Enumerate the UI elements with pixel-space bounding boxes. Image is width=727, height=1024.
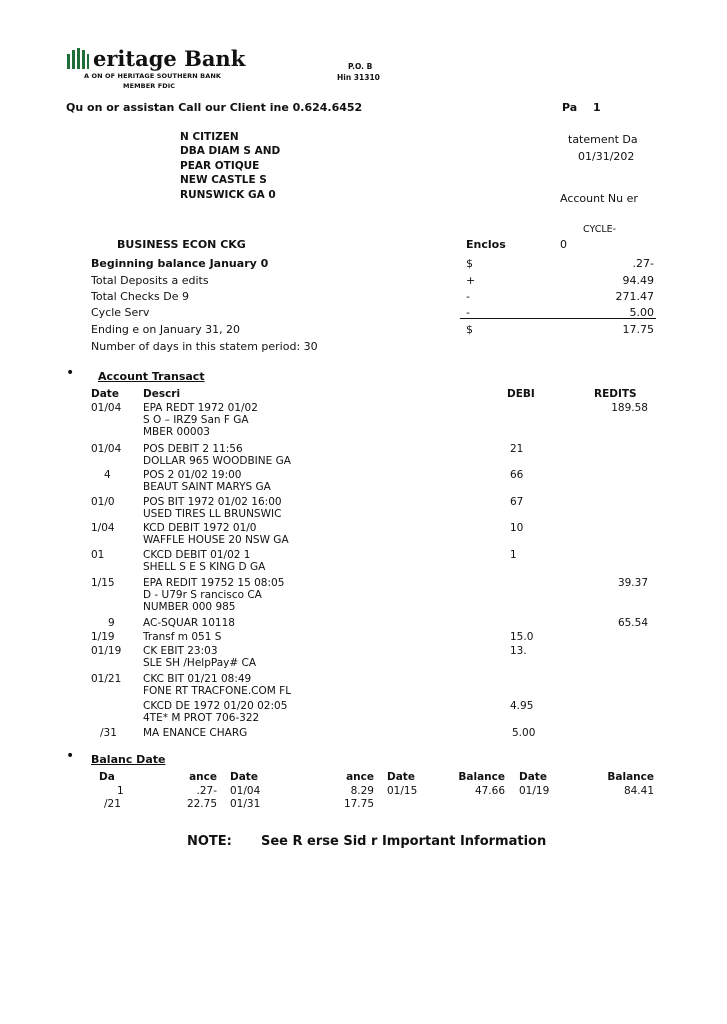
balance-by-date-title: Balanc Date [91,753,166,766]
section-bullet: • [66,748,75,764]
txn-desc-line: MBER 00003 [143,426,210,438]
txn-debit: 5.00 [512,727,536,739]
txn-debit: 13. [510,645,527,657]
txn-desc-line: POS 2 01/02 19:00 [143,469,242,481]
summary-amount: 271.47 [615,290,654,303]
summary-amount: 5.00 [629,306,654,319]
page-label: Pa [562,101,578,114]
txn-date: 4 [104,469,111,481]
col-description: Descri [143,388,181,400]
page-number: 1 [593,101,601,114]
txn-date: 1/19 [91,631,115,643]
bal-amount: 22.75 [186,798,217,810]
txn-debit: 1 [510,549,517,561]
txn-desc-line: CKC BIT 01/21 08:49 [143,673,252,685]
bal-date: 01/19 [519,785,550,797]
customer-name: N CITIZEN [180,131,239,143]
summary-sign: - [466,306,470,319]
txn-desc-line: POS BIT 1972 01/02 16:00 [143,496,282,508]
txn-debit: 15.0 [510,631,534,643]
txn-debit: 4.95 [510,700,534,712]
summary-label: Total Checks De 9 [91,290,189,303]
customer-street: NEW CASTLE S [180,174,267,186]
customer-business: PEAR OTIQUE [180,160,260,172]
bal-col-balance: ance [189,771,217,783]
summary-amount: 17.75 [622,323,654,336]
customer-dba: DBA DIAM S AND [180,145,281,157]
txn-credit: 189.58 [611,402,648,414]
txn-date: 01/04 [91,443,122,455]
note-label: NOTE: [187,834,232,849]
bank-name: eritage Bank [93,46,246,71]
txn-desc-line: AC-SQUAR 10118 [143,617,235,629]
txn-desc-line: USED TIRES LL BRUNSWIC [143,508,282,520]
txn-debit: 66 [510,469,524,481]
txn-desc-line: WAFFLE HOUSE 20 NSW GA [143,534,289,546]
bal-amount: 8.29 [350,785,374,797]
note-text: See R erse Sid r Important Information [261,834,547,849]
bal-date: 1 [117,785,124,797]
statement-date-label: tatement Da [568,133,638,146]
summary-divider [460,318,656,319]
txn-date: 01/0 [91,496,115,508]
account-number-label: Account Nu er [560,192,638,205]
summary-label: Number of days in this statem period: 30 [91,340,318,353]
section-bullet: • [66,365,75,381]
txn-date: 01 [91,549,105,561]
questions-line: Qu on or assistan Call our Client ine 0.624.6452 [66,101,363,114]
txn-desc-line: EPA REDIT 19752 15 08:05 [143,577,285,589]
txn-debit: 10 [510,522,524,534]
txn-desc-line: 4TE* M PROT 706-322 [143,712,260,724]
cycle-label: CYCLE- [583,224,617,235]
txn-desc-line: BEAUT SAINT MARYS GA [143,481,271,493]
statement-date: 01/31/202 [578,150,635,163]
txn-debit: 67 [510,496,524,508]
txn-date: 01/21 [91,673,122,685]
transactions-title: Account Transact [98,370,205,383]
txn-desc-line: S O – IRZ9 San F GA [143,414,249,426]
customer-city: RUNSWICK GA 0 [180,189,276,201]
col-credits: REDITS [594,388,637,400]
bal-col-date: Da [99,771,115,783]
member-fdic: MEMBER FDIC [123,82,176,90]
bal-date: /21 [104,798,121,810]
txn-desc-line: SHELL S E S KING D GA [143,561,266,573]
txn-date: 1/15 [91,577,115,589]
enclosures-count: 0 [560,238,567,251]
bal-col-balance: ance [346,771,374,783]
summary-label: Cycle Serv [91,306,150,319]
bank-subtitle: A ON OF HERITAGE SOUTHERN BANK [84,72,222,80]
txn-date: 1/04 [91,522,115,534]
summary-sign: $ [466,323,473,336]
summary-label: Beginning balance January 0 [91,257,269,270]
bal-date: 01/31 [230,798,261,810]
summary-sign: - [466,290,470,303]
bal-col-date: Date [387,771,415,783]
txn-credit: 65.54 [617,617,648,629]
txn-desc-line: KCD DEBIT 1972 01/0 [143,522,257,534]
bal-col-date: Date [519,771,547,783]
col-date: Date [91,388,119,400]
bal-amount: 47.66 [474,785,505,797]
summary-amount: .27- [632,257,654,270]
txn-desc-line: POS DEBIT 2 11:56 [143,443,243,455]
col-debits: DEBI [507,388,535,400]
txn-desc-line: FONE RT TRACFONE.COM FL [143,685,292,697]
bank-logo-icon [66,47,90,71]
bal-amount: .27- [196,785,217,797]
bal-col-balance: Balance [458,771,505,783]
bank-address-line-2: Hin 31310 [337,73,380,82]
txn-date: /31 [100,727,117,739]
summary-sign: + [466,274,476,287]
txn-desc-line: Transf m 051 S [143,631,222,643]
txn-date: 9 [108,617,115,629]
summary-label: Ending e on January 31, 20 [91,323,241,336]
summary-label: Total Deposits a edits [91,274,209,287]
bal-amount: 17.75 [343,798,374,810]
txn-date: 01/04 [91,402,122,414]
txn-date: 01/19 [91,645,122,657]
txn-desc-line: DOLLAR 965 WOODBINE GA [143,455,291,467]
txn-credit: 39.37 [617,577,648,589]
bal-col-date: Date [230,771,258,783]
txn-debit: 21 [510,443,524,455]
txn-desc-line: CKCD DEBIT 01/02 1 [143,549,251,561]
bal-date: 01/15 [387,785,418,797]
txn-desc-line: CKCD DE 1972 01/20 02:05 [143,700,288,712]
account-type: BUSINESS ECON CKG [117,238,246,251]
txn-desc-line: CK EBIT 23:03 [143,645,218,657]
txn-desc-line: SLE SH /HelpPay# CA [143,657,257,669]
enclosures-label: Enclos [466,238,506,251]
txn-desc-line: D - U79r S rancisco CA [143,589,262,601]
txn-desc-line: EPA REDT 1972 01/02 [143,402,258,414]
txn-desc-line: NUMBER 000 985 [143,601,236,613]
bal-amount: 84.41 [623,785,654,797]
bal-date: 01/04 [230,785,261,797]
txn-desc-line: MA ENANCE CHARG [143,727,248,739]
summary-sign: $ [466,257,473,270]
bal-col-balance: Balance [607,771,654,783]
summary-amount: 94.49 [622,274,654,287]
bank-address-line-1: P.O. B [348,62,373,71]
